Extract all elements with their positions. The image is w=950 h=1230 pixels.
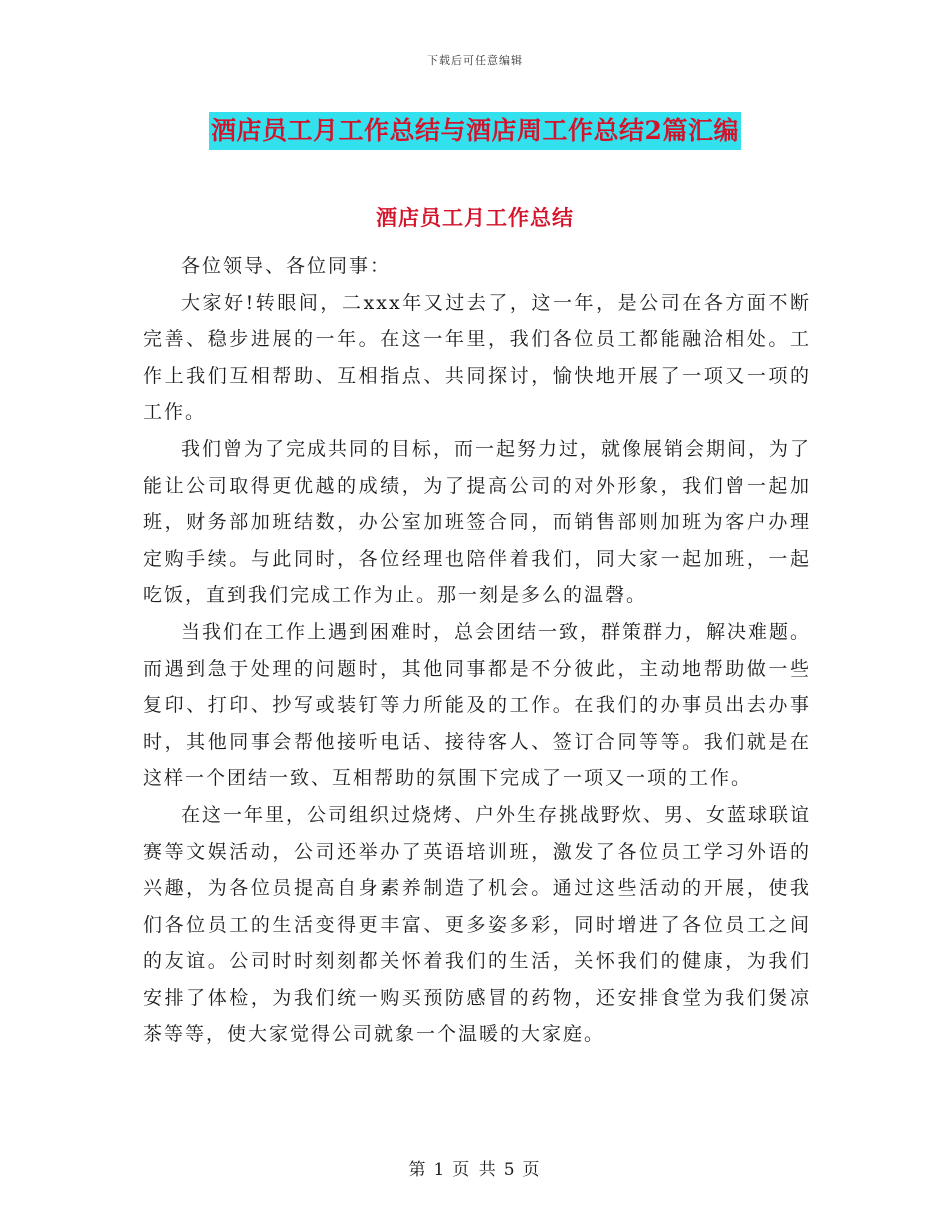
- total-pages: 5: [503, 1160, 517, 1180]
- paragraph: 当我们在工作上遇到困难时，总会团结一致，群策群力，解决难题。而遇到急于处理的问题时，其他同事都是不分彼此，主动地帮助做一些复印、打印、抄写或装钉等力所能及的工作。在我们的办事员出去办事时，其他同事会帮他接听电话、接待客人、签订合同等等。我们就是在这样一个团结一致、互相帮助的氛围下完成了一项又一项的工作。: [143, 620, 812, 790]
- page-number: 1: [433, 1160, 447, 1180]
- section-title: 酒店员工月工作总结: [376, 205, 574, 230]
- document-title: 酒店员工月工作总结与酒店周工作总结2篇汇编: [209, 112, 741, 150]
- footer-prefix: 第: [408, 1160, 428, 1180]
- footer-suffix: 页: [522, 1160, 542, 1180]
- paragraph: 大家好!转眼间，二xxx年又过去了，这一年，是公司在各方面不断完善、稳步进展的一年。在这一年里，我们各位员工都能融洽相处。工作上我们互相帮助、互相指点、共同探讨，愉快地开展了一项又一项的工作。: [143, 291, 811, 424]
- document-body: [143, 248, 811, 1053]
- paragraph: 我们曾为了完成共同的目标，而一起努力过，就像展销会期间，为了能让公司取得更优越的成绩，为了提高公司的对外形象，我们曾一起加班，财务部加班结数，办公室加班签合同，而销售部则加班为客户办理定购手续。与此同时，各位经理也陪伴着我们，同大家一起加班，一起吃饭，直到我们完成工作为止。那一刻是多么的温磬。: [143, 437, 812, 607]
- footer-middle: 页 共: [452, 1160, 498, 1180]
- header-note: 下载后可任意编辑: [427, 54, 523, 67]
- paragraph: 在这一年里，公司组织过烧烤、户外生存挑战野炊、男、女蓝球联谊赛等文娱活动，公司还举办了英语培训班，激发了各位员工学习外语的兴趣，为各位员提高自身素养制造了机会。通过这些活动的开展，使我们各位员工的生活变得更丰富、更多姿多彩，同时增进了各位员工之间的友谊。公司时时刻刻都关怀着我们的生活，关怀我们的健康，为我们安排了体检，为我们统一购买预防感冒的药物，还安排食堂为我们煲凉茶等等，使大家觉得公司就象一个温暖的大家庭。: [143, 803, 812, 1046]
- page-footer: [0, 1155, 950, 1180]
- paragraph-salutation: 各位领导、各位同事：: [181, 255, 392, 277]
- document-title-container: [0, 112, 950, 150]
